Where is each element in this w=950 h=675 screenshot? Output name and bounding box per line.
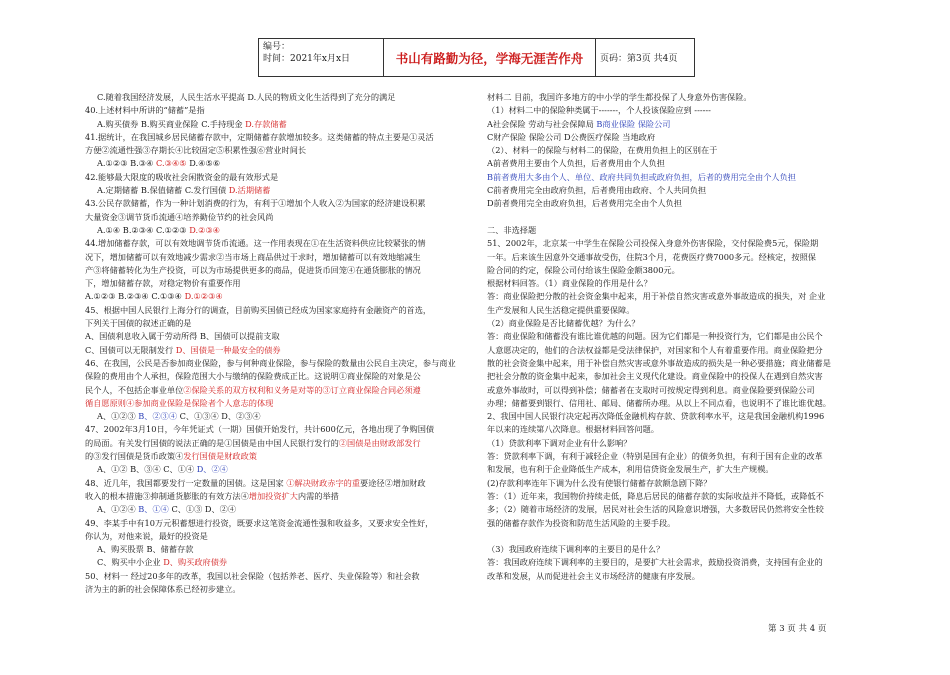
text-line [487, 370, 879, 383]
line-text: 或意外事故时，可以得到补偿；储蓄者在支取时可按规定得到利息。商业保险要到保险公司 [487, 384, 815, 395]
text-line [487, 330, 879, 343]
line-text: 2、我国中国人民银行决定起再次降低金融机构存款、贷款利率水平，这是我国金融机构1996 [487, 411, 825, 422]
text-line [85, 251, 470, 264]
text-line [487, 171, 879, 184]
text-line [85, 330, 470, 343]
line-text: C、购买中小企业 [97, 557, 164, 568]
text-line [85, 317, 470, 330]
line-text: A.①④ B.②③④ C.①②③ [97, 224, 190, 235]
text-line [487, 450, 879, 463]
text-line [487, 357, 879, 370]
text-line [85, 357, 470, 370]
text-line [85, 171, 470, 184]
line-text: 人意愿决定的，他们的合法权益都是受法律保护，对国家和个人有着重要作用。商业保险把分 [487, 344, 823, 355]
line-text: 49、李某手中有10万元积蓄想进行投资，既要求这笔资金流通性强和收益多，又要求安全性好， [85, 517, 434, 528]
line-text: 民个人，不包括企事业单位 [85, 384, 184, 395]
blue-answer-text: B商业保险 保险公司 [596, 118, 671, 129]
red-answer-text: D、购买政府债券 [163, 557, 228, 568]
line-text: 下列关于国债的叙述正确的是 [85, 318, 192, 329]
text-line [85, 423, 470, 436]
line-text: A.定期储蓄 B.保值储蓄 C.发行国债 [97, 185, 229, 196]
red-answer-text: D.存款储蓄 [245, 118, 287, 129]
header-page-label: 页码：第3页 共4页 [600, 54, 678, 64]
text-line [487, 477, 879, 490]
text-line [85, 517, 470, 530]
red-answer-text: ①解决财政赤字的重 [286, 477, 361, 488]
right-column [487, 91, 879, 583]
text-line [487, 131, 879, 144]
line-text: 45、根据中国人民银行上海分行的调查，目前购买国债已经成为国家家庭持有金融资产的首选， [85, 304, 432, 315]
line-text: A、国债利息收入属于劳动所得 B、国债可以提前支取 [85, 331, 280, 342]
text-line [487, 437, 879, 450]
line-text: D前者费用完全由政府负担，后者费用完全由个人负担 [487, 198, 682, 209]
line-text: 47、2002年3月10日，今年凭证式（一期）国债开始发行，共计600亿元，各地出现了争购国债 [85, 424, 435, 435]
line-text: 的③发行国债是货币政策④ [85, 451, 184, 462]
line-text: 保险的费用由个人承担，保险范围大小与缴纳的保险费成正比。这说明①商业保险的对象是公 [85, 371, 421, 382]
text-line [487, 277, 879, 290]
line-text: 多；（2）随着市场经济的发展，居民对社会生活的风险意识增强，大多数居民仍然将安全性较 [487, 504, 824, 515]
text-line [85, 570, 470, 583]
red-answer-text: D.②③④ [189, 224, 221, 235]
line-text: 把社会分散的资金集中起来，参加社会主义现代化建设。商业保险中的投保人在遇到自然灾害 [487, 371, 823, 382]
text-line [85, 397, 470, 410]
red-answer-text: C.③④⑤ [156, 158, 187, 169]
text-line [85, 490, 470, 503]
red-answer-text: 循自愿原则④参加商业保险是保险者个人意志的体现 [85, 397, 274, 408]
red-answer-text: ②保险关系的双方权利和义务是对等的③订立商业保险合同必须遵 [183, 384, 421, 395]
line-text: （2）、材料一的保险与材料二的保险，在费用负担上的区别在于 [487, 145, 718, 156]
text-line [85, 410, 470, 423]
blank-line [487, 211, 879, 224]
text-line [487, 304, 879, 317]
line-text: 48、近几年，我国都要发行一定数量的国债。这是国家 [85, 477, 287, 488]
line-text: 大量资金③调节货币流通④培养勤俭节约的社会风尚 [85, 211, 274, 222]
red-answer-text: D.①②③④ [184, 291, 223, 302]
text-line [85, 91, 470, 104]
left-column [85, 91, 470, 596]
text-line [85, 264, 470, 277]
blank-line [487, 530, 879, 543]
blue-answer-text: B、①④ [138, 504, 169, 515]
line-text: 生产发展和人民生活稳定提供重要保障。 [487, 304, 635, 315]
text-line [85, 370, 470, 383]
text-line [487, 410, 879, 423]
blue-answer-text: B、②③④ [138, 411, 178, 422]
text-line [85, 237, 470, 250]
line-text: A.①②③ B.③④ [97, 158, 157, 169]
page-footer: 第 3 页 共 4 页 [768, 624, 827, 634]
text-line [85, 344, 470, 357]
red-answer-text: D.活期储蓄 [228, 185, 271, 196]
text-line [85, 144, 470, 157]
line-text: C、国债可以无限制发行 [85, 344, 176, 355]
line-text: 51、2002年，北京某一中学生在保险公司投保入身意外伤害保险，交付保险费5元，保险期 [487, 238, 819, 249]
text-line [85, 290, 470, 303]
text-line [487, 570, 879, 583]
line-text: A.①②③ B.②③④ C.①③④ [85, 291, 185, 302]
text-line [487, 517, 879, 530]
text-line [85, 503, 470, 516]
line-text: C财产保险 保险公司 D公费医疗保险 当地政府 [487, 131, 656, 142]
text-line [85, 197, 470, 210]
text-line [85, 277, 470, 290]
text-line [487, 490, 879, 503]
text-line [487, 384, 879, 397]
text-line [487, 556, 879, 569]
blue-answer-text: D、②④ [196, 464, 228, 475]
line-text: A前者费用主要由个人负担，后者费用由个人负担 [487, 158, 665, 169]
text-line [85, 437, 470, 450]
line-text: 答：贷款利率下调，有利于减轻企业（特别是国有企业）的债务负担，有利于国有企业的改革 [487, 451, 823, 462]
text-line [487, 503, 879, 516]
line-text: 答：（1）近年来，我国物价持续走低，降息后居民的储蓄存款的实际收益并不降低，或降低不 [487, 490, 824, 501]
text-line [487, 224, 879, 237]
text-line [85, 184, 470, 197]
text-line [487, 463, 879, 476]
line-text: （2）商业保险是否比储蓄优越？为什么？ [487, 318, 640, 329]
line-text: A、①②④ [97, 504, 139, 515]
number-label: 编号： [263, 42, 291, 52]
line-text: 强的储蓄存款作为投资和防范生活风险的主要手段。 [487, 517, 676, 528]
text-line [487, 184, 879, 197]
text-line [487, 397, 879, 410]
text-line [85, 583, 470, 596]
text-line [487, 290, 879, 303]
line-text: A社会保险 劳动与社会保障局 [487, 118, 597, 129]
line-text: A.购买债券 B.购买商业保险 C.手持现金 [97, 118, 246, 129]
line-text: 50、材料一 经过20多年的改革，我国以社会保险（包括养老、医疗、失业保险等）和社会救 [85, 570, 420, 581]
line-text: 一年。后来该生因意外交通事故受伤，住院3个月，花费医疗费7000多元。经核定，按照保 [487, 251, 816, 262]
line-text: C.随着我国经济发展，人民生活水平提高 D.人民的物质文化生活得到了充分的满足 [97, 92, 396, 102]
text-line [487, 264, 879, 277]
text-line [487, 144, 879, 157]
line-text: 内需的举措 [297, 490, 339, 501]
line-text: 和发展，也有利于企业降低生产成本，利用信贷资金发展生产，扩大生产规模。 [487, 464, 774, 475]
text-line [85, 104, 470, 117]
line-text: 况下，增加储蓄可以有效地减少需求②当市场上商品供过于求时，增加储蓄可以有效地缩减生 [85, 251, 421, 262]
text-line [487, 157, 879, 170]
line-text: (2)存款利率连年下调为什么没有使银行储蓄存款额急剧下降？ [487, 477, 712, 488]
text-line [85, 118, 470, 131]
line-text: 年以来的连续第八次降息。根据材料回答问题。 [487, 424, 659, 435]
time-label: 时间：2021年x月x日 [263, 54, 351, 64]
text-line [85, 530, 470, 543]
line-text: 收入的根本措施③抑制通货膨胀的有效方法④ [85, 490, 249, 501]
line-text: 产③将储蓄转化为生产投资，可以为市场提供更多的商品，促进货币回笼④在通货膨胀的情况 [85, 264, 421, 275]
text-line [85, 304, 470, 317]
text-line [85, 131, 470, 144]
line-text: 43.公民存款储蓄，作为一种计划消费的行为，有利于①增加个人收入②为国家的经济建设积累 [85, 198, 426, 209]
red-answer-text: 发行国债是财政政策 [183, 451, 257, 462]
line-text: 要途径②增加财政 [360, 477, 426, 488]
text-line [85, 556, 470, 569]
line-text: C前者费用完全由政府负担，后者费用由政府、个人共同负担 [487, 185, 707, 196]
text-line [85, 543, 470, 556]
text-line [85, 463, 470, 476]
line-text: 42.能够最大限度的吸收社会闲散资金的最有效形式是 [85, 171, 279, 182]
text-line [487, 91, 879, 104]
text-line [487, 237, 879, 250]
line-text: C、①③ D、②④ [168, 504, 237, 515]
text-line [487, 251, 879, 264]
line-text: 材料二 目前，我国许多地方的中小学的学生都投保了人身意外伤害保险。 [487, 92, 752, 102]
red-answer-text: ②国债是由财政部发行 [338, 437, 421, 448]
text-line [85, 157, 470, 170]
text-line [487, 543, 879, 556]
blue-answer-text: B前者费用大多由个人、单位、政府共同负担或政府负担，后者的费用完全由个人负担 [487, 171, 796, 182]
line-text: 44.增加储蓄存款，可以有效地调节货币流通。这一作用表现在①在生活资料供应比较紧张的情 [85, 238, 426, 249]
line-text: 散的社会资金集中起来，用于补偿自然灾害或意外事故造成的损失是一种必要措施；商业储蓄是 [487, 357, 831, 368]
text-line [85, 224, 470, 237]
header-slogan: 书山有路勤为径，学海无涯苦作舟 [384, 39, 596, 76]
line-text: 改革和发展，从而促进社会主义市场经济的健康有序发展。 [487, 570, 700, 581]
text-line [85, 477, 470, 490]
line-text: 你认为，对他来说，最好的投资是 [85, 530, 208, 541]
text-line [487, 118, 879, 131]
line-text: 41.据统计，在我国城乡居民储蓄存款中，定期储蓄存款增加较多。这类储蓄的特点主要是①灵活 [85, 131, 434, 142]
line-text: 46、在我国，公民是否参加商业保险，参与何种商业保险，参与保险的数量由公民自主决定，参与商业 [85, 357, 456, 368]
line-text: 答：我国政府连续下调利率的主要目的，是要扩大社会需求，鼓励投资消费，支持国有企业的 [487, 557, 823, 568]
line-text: 险合同的约定，保险公司付给该生保险金额3800元。 [487, 264, 680, 275]
text-line [487, 317, 879, 330]
line-text: A、①②③ [97, 411, 139, 422]
line-text: 根据材料回答。（1）商业保险的作用是什么？ [487, 278, 652, 289]
line-text: 答：商业保险把分散的社会资金集中起来，用于补偿自然灾害或意外事故造成的损失，对 企业 [487, 291, 826, 302]
text-line [487, 197, 879, 210]
text-line [487, 104, 879, 117]
text-line [85, 384, 470, 397]
line-text: 答：商业保险和储蓄没有谁比谁优越的问题。因为它们都是一种投资行为，它们都是由公民个 [487, 331, 823, 342]
line-text: （1）贷款利率下调对企业有什么影响？ [487, 437, 632, 448]
line-text: D.④⑤⑥ [186, 158, 221, 169]
line-text: A、购买股票 B、储蓄存款 [97, 544, 194, 555]
line-text: A、①② B、③④ C、①④ [97, 464, 197, 475]
text-line [85, 450, 470, 463]
red-answer-text: D、国债是一种最安全的债券 [175, 344, 281, 355]
line-text: 济为主的新的社会保障体系已经初步建立。 [85, 583, 241, 594]
header-meta [259, 39, 384, 76]
line-text: 二、非选择题 [487, 224, 537, 235]
line-text: （1）材料二中的保险种类属于-------，个人投该保险应到 ------ [487, 105, 711, 116]
text-line [487, 423, 879, 436]
text-line [85, 211, 470, 224]
line-text: 办理；储蓄要到银行、信用社、邮局、储蓄所办理。从以上不同点看，也说明不了谁比谁优越。 [487, 397, 831, 408]
red-answer-text: 增加投资扩大 [248, 490, 298, 501]
line-text: C、①③④ D、②③④ [177, 411, 261, 422]
line-text: 的局面。有关发行国债的说法正确的是①国债是由中国人民银行发行的 [85, 437, 339, 448]
line-text: 方便②流通性强③存期长④比较固定⑤积累性强⑥营业时间长 [85, 145, 307, 156]
page-header [258, 38, 695, 77]
line-text: 40.上述材料中所讲的“储蓄”是指 [85, 105, 205, 116]
text-line [487, 344, 879, 357]
line-text: （3）我国政府连续下调利率的主要目的是什么？ [487, 544, 665, 555]
line-text: 下，增加储蓄存款，对稳定物价有重要作用 [85, 278, 241, 289]
